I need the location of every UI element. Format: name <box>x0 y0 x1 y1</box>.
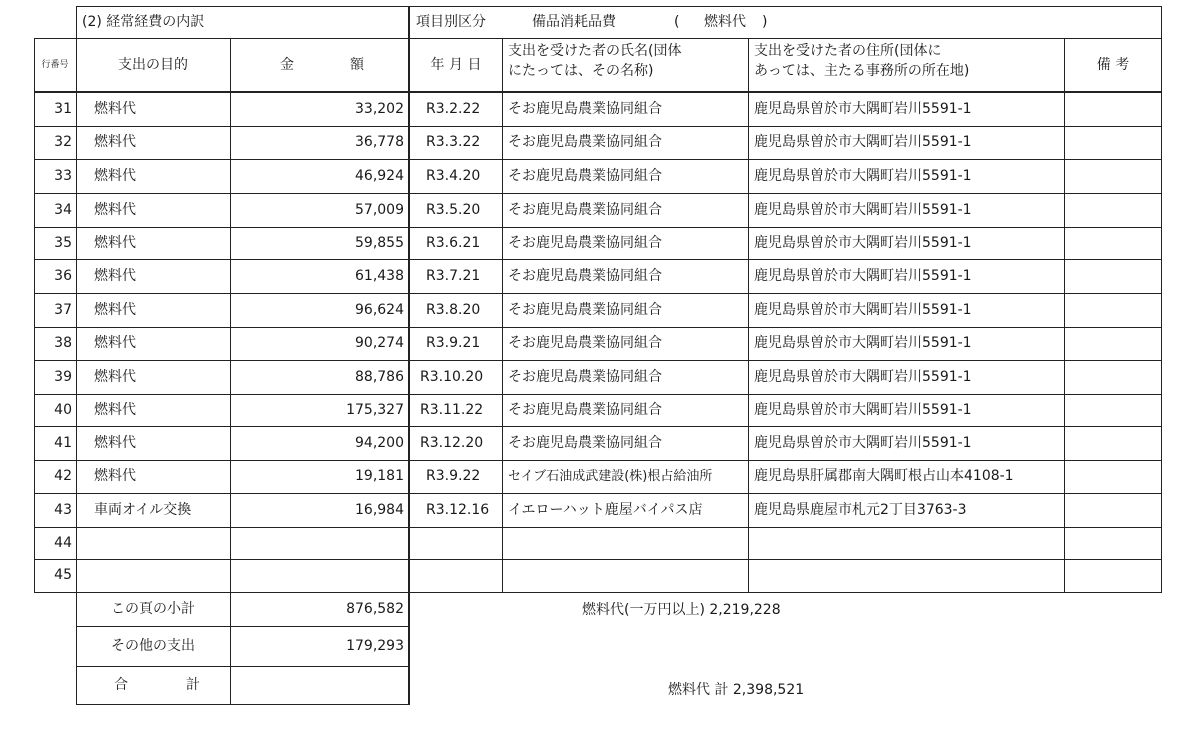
row-date: R3.3.22 <box>426 134 481 151</box>
grid-line <box>34 327 1162 328</box>
grid-line <box>76 6 77 704</box>
row-purpose: 燃料代 <box>94 401 136 418</box>
row-address: 鹿児島県曽於市大隅町岩川5591-1 <box>754 267 972 284</box>
row-remarks <box>1064 293 1162 327</box>
row-number: 33 <box>54 167 72 184</box>
row-number: 39 <box>54 368 72 385</box>
header-amount-2: 額 <box>350 56 364 73</box>
header-payee-name <box>504 38 748 92</box>
grid-line <box>34 460 1162 461</box>
row-address: 鹿児島県曽於市大隅町岩川5591-1 <box>754 301 972 318</box>
other-expenses-value: 179,293 <box>346 637 404 654</box>
row-purpose: 燃料代 <box>94 434 136 451</box>
row-address: 鹿児島県曽於市大隅町岩川5591-1 <box>754 434 972 451</box>
row-address: 鹿児島県曽於市大隅町岩川5591-1 <box>754 401 972 418</box>
row-payee: イエローハット鹿屋バイパス店 <box>508 501 703 518</box>
grid-line <box>408 6 410 704</box>
row-payee: そお鹿児島農業協同組合 <box>508 201 662 218</box>
row-date <box>422 559 502 592</box>
row-number: 45 <box>54 567 72 584</box>
row-amount: 57,009 <box>355 201 404 218</box>
row-purpose: 燃料代 <box>94 234 136 251</box>
row-purpose: 燃料代 <box>94 267 136 284</box>
row-date: R3.12.20 <box>420 434 484 451</box>
header-payee-name-line1: 支出を受けた者の氏名(団体 <box>508 43 682 59</box>
row-payee: そお鹿児島農業協同組合 <box>508 368 662 385</box>
other-expenses-label: その他の支出 <box>111 637 195 654</box>
row-date: R3.7.21 <box>426 267 481 284</box>
row-number: 35 <box>54 234 72 251</box>
grid-line <box>230 38 231 704</box>
row-remarks <box>1064 394 1162 426</box>
row-date: R3.5.20 <box>426 201 481 218</box>
grid-line <box>1161 6 1162 592</box>
row-number: 43 <box>54 501 72 518</box>
header-remarks: 備 考 <box>1096 56 1130 73</box>
row-purpose: 燃料代 <box>94 468 136 485</box>
row-payee: そお鹿児島農業協同組合 <box>508 167 662 184</box>
row-address: 鹿児島県肝属郡南大隅町根占山本4108-1 <box>754 468 1014 485</box>
row-address <box>750 527 1064 559</box>
header-payee-address-line1: 支出を受けた者の住所(団体に <box>754 43 942 59</box>
row-remarks <box>1064 327 1162 360</box>
row-date <box>422 527 502 559</box>
grid-line <box>1064 38 1065 592</box>
row-address: 鹿児島県曽於市大隅町岩川5591-1 <box>754 201 972 218</box>
row-purpose: 燃料代 <box>94 134 136 151</box>
row-amount: 94,200 <box>355 434 404 451</box>
row-payee: そお鹿児島農業協同組合 <box>508 234 662 251</box>
row-remarks <box>1064 527 1162 559</box>
row-date: R3.12.16 <box>426 501 490 518</box>
grid-line <box>34 493 1162 494</box>
row-address: 鹿児島県鹿屋市札元2丁目3763-3 <box>754 501 967 518</box>
row-purpose: 燃料代 <box>94 335 136 352</box>
grid-line <box>76 626 410 627</box>
total-label-2: 計 <box>186 676 200 693</box>
row-number: 36 <box>54 267 72 284</box>
row-remarks <box>1064 460 1162 493</box>
row-amount: 19,181 <box>355 468 404 485</box>
row-payee: セイブ石油成武建設(株)根占給油所 <box>508 468 713 484</box>
row-number: 34 <box>54 201 72 218</box>
row-address: 鹿児島県曽於市大隅町岩川5591-1 <box>754 234 972 251</box>
total-label-1: 合 <box>114 676 128 693</box>
row-payee <box>504 559 748 592</box>
grid-line <box>748 38 749 592</box>
row-date: R3.2.22 <box>426 100 481 117</box>
header-payee-address <box>750 38 1064 92</box>
section-title: (2) 経常経費の内訳 <box>82 13 205 30</box>
row-amount: 61,438 <box>355 267 404 284</box>
row-number: 41 <box>54 434 72 451</box>
row-purpose: 燃料代 <box>94 201 136 218</box>
grid-line <box>76 6 1162 7</box>
row-date: R3.10.20 <box>420 368 484 385</box>
row-payee: そお鹿児島農業協同組合 <box>508 301 662 318</box>
row-amount: 96,624 <box>355 301 404 318</box>
row-purpose: 燃料代 <box>94 301 136 318</box>
row-amount: 88,786 <box>355 368 404 385</box>
row-number: 40 <box>54 401 72 418</box>
grid-line <box>76 666 410 667</box>
row-remarks <box>1064 493 1162 527</box>
row-remarks <box>1064 259 1162 293</box>
row-address <box>750 559 1064 592</box>
grid-line <box>34 38 1162 39</box>
row-payee: そお鹿児島農業協同組合 <box>508 401 662 418</box>
total-value <box>232 666 408 704</box>
row-amount: 59,855 <box>355 234 404 251</box>
row-address: 鹿児島県曽於市大隅町岩川5591-1 <box>754 335 972 352</box>
grid-line <box>34 91 1162 93</box>
category-sub-close: ) <box>762 13 768 30</box>
fuel-total-note: 燃料代 計 2,398,521 <box>668 681 805 698</box>
header-row-number: 行番号 <box>41 59 69 70</box>
row-address: 鹿児島県曽於市大隅町岩川5591-1 <box>754 100 972 117</box>
row-remarks <box>1064 360 1162 394</box>
row-remarks <box>1064 559 1162 592</box>
row-payee: そお鹿児島農業協同組合 <box>508 100 662 117</box>
row-date: R3.11.22 <box>420 401 484 418</box>
row-remarks <box>1064 227 1162 259</box>
row-amount <box>232 527 408 559</box>
row-purpose: 燃料代 <box>94 368 136 385</box>
grid-line <box>34 394 1162 395</box>
grid-line <box>34 259 1162 260</box>
row-date: R3.8.20 <box>426 301 481 318</box>
row-number: 32 <box>54 134 72 151</box>
category-sub-value: 燃料代 <box>704 13 746 30</box>
row-amount <box>232 559 408 592</box>
grid-line <box>34 38 35 592</box>
row-number: 42 <box>54 468 72 485</box>
row-number: 37 <box>54 301 72 318</box>
row-amount: 175,327 <box>346 401 404 418</box>
row-purpose <box>90 527 230 559</box>
grid-line <box>34 227 1162 228</box>
row-date: R3.9.22 <box>426 468 481 485</box>
grid-line <box>34 426 1162 427</box>
row-amount: 16,984 <box>355 501 404 518</box>
row-remarks <box>1064 426 1162 460</box>
row-remarks <box>1064 159 1162 193</box>
header-date: 年 月 日 <box>430 56 482 73</box>
grid-line <box>34 559 1162 560</box>
row-remarks <box>1064 193 1162 227</box>
row-number: 44 <box>54 534 72 551</box>
grid-line <box>34 159 1162 160</box>
grid-line <box>34 527 1162 528</box>
row-date: R3.4.20 <box>426 167 481 184</box>
grid-line <box>76 704 410 705</box>
subtotal-value: 876,582 <box>346 600 404 617</box>
header-payee-name-line2: にたっては、その名称) <box>508 63 654 80</box>
row-amount: 33,202 <box>355 100 404 117</box>
row-number: 38 <box>54 335 72 352</box>
header-purpose: 支出の目的 <box>118 56 188 73</box>
grid-line <box>34 193 1162 194</box>
row-purpose: 燃料代 <box>94 100 136 117</box>
row-remarks <box>1064 126 1162 159</box>
category-value: 備品消耗品費 <box>532 13 616 30</box>
grid-line <box>502 38 503 592</box>
row-payee: そお鹿児島農業協同組合 <box>508 134 662 151</box>
grid-line <box>34 126 1162 127</box>
grid-line <box>34 592 1162 593</box>
row-address: 鹿児島県曽於市大隅町岩川5591-1 <box>754 167 972 184</box>
row-purpose <box>90 559 230 592</box>
row-address: 鹿児島県曽於市大隅町岩川5591-1 <box>754 134 972 151</box>
subtotal-label: この頁の小計 <box>111 600 195 617</box>
row-date: R3.9.21 <box>426 335 481 352</box>
fuel-over-10k-note: 燃料代(一万円以上) 2,219,228 <box>582 601 781 618</box>
category-sub-open: ( <box>674 13 680 30</box>
row-purpose: 燃料代 <box>94 167 136 184</box>
category-label: 項目別区分 <box>416 13 486 30</box>
row-payee <box>504 527 748 559</box>
row-payee: そお鹿児島農業協同組合 <box>508 267 662 284</box>
row-amount: 90,274 <box>355 335 404 352</box>
row-date: R3.6.21 <box>426 234 481 251</box>
row-payee: そお鹿児島農業協同組合 <box>508 335 662 352</box>
row-payee: そお鹿児島農業協同組合 <box>508 434 662 451</box>
row-number: 31 <box>54 100 72 117</box>
row-amount: 46,924 <box>355 167 404 184</box>
grid-line <box>34 293 1162 294</box>
row-amount: 36,778 <box>355 134 404 151</box>
grid-line <box>34 360 1162 361</box>
row-address: 鹿児島県曽於市大隅町岩川5591-1 <box>754 368 972 385</box>
row-purpose: 車両オイル交換 <box>94 501 192 518</box>
row-remarks <box>1064 92 1162 126</box>
header-payee-address-line2: あっては、主たる事務所の所在地) <box>754 63 970 80</box>
header-amount-1: 金 <box>280 56 294 73</box>
